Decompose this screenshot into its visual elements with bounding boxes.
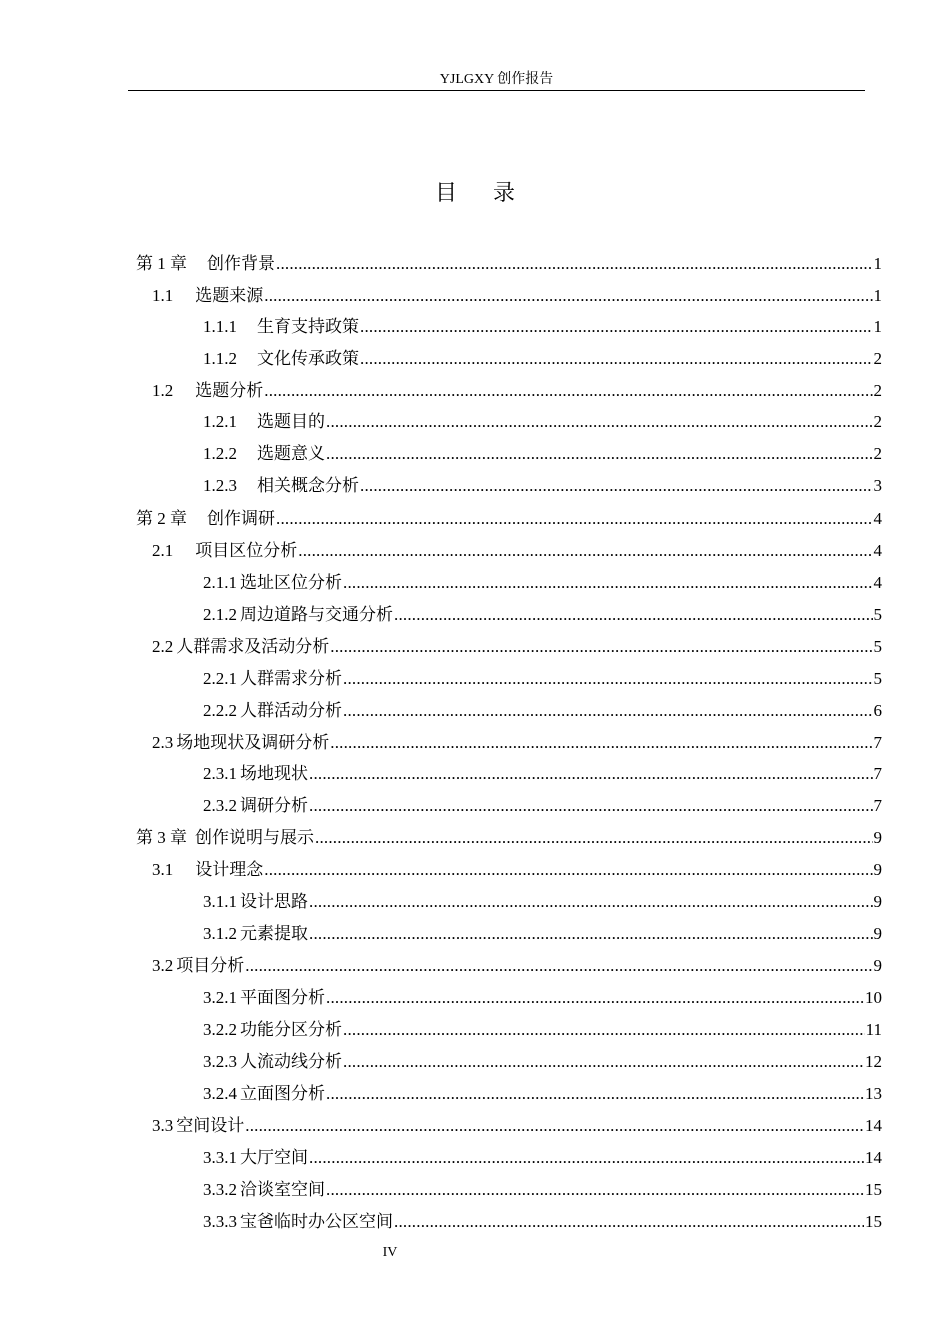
toc-leader-dots — [276, 508, 873, 530]
toc-leader-dots — [343, 700, 873, 722]
toc-entry-title: 项目区位分析 — [195, 541, 298, 560]
toc-entry-title: 选题来源 — [195, 286, 264, 305]
toc-entry-title: 选题目的 — [257, 412, 325, 431]
toc-entry[interactable] — [203, 913, 882, 945]
toc-leader-dots — [343, 1051, 864, 1073]
toc-entry-number: 3.3 — [152, 1116, 174, 1135]
toc-entry[interactable] — [152, 370, 882, 402]
toc-entry-page: 1 — [873, 286, 882, 305]
page-number: IV — [382, 1245, 398, 1260]
toc-entry-title: 场地现状及调研分析 — [176, 733, 330, 752]
toc-title: 目录 — [434, 181, 551, 206]
toc-entry-page: 9 — [873, 860, 882, 879]
toc-leader-dots — [264, 859, 872, 881]
toc-entry[interactable] — [203, 1073, 882, 1105]
toc-entry[interactable] — [152, 722, 882, 754]
toc-entry-number: 1.2.2 — [203, 444, 237, 463]
toc-entry-number: 2.3.2 — [203, 796, 237, 815]
toc-entry[interactable] — [152, 530, 882, 562]
toc-entry-number: 1.1.1 — [203, 317, 237, 336]
toc-entry[interactable] — [203, 1201, 882, 1233]
toc-entry-title: 周边道路与交通分析 — [240, 605, 393, 624]
toc-leader-dots — [326, 411, 873, 433]
toc-entry-title: 人群需求及活动分析 — [176, 637, 330, 656]
toc-entry[interactable] — [152, 275, 882, 307]
toc-entry-page: 9 — [873, 892, 882, 911]
toc-entry[interactable] — [152, 1105, 882, 1137]
toc-entry-title: 创作背景 — [207, 254, 275, 273]
toc-entry-number: 3.3.3 — [203, 1212, 237, 1231]
toc-entry-title: 设计思路 — [240, 892, 308, 911]
toc-leader-dots — [326, 1083, 864, 1105]
toc-entry-title: 相关概念分析 — [257, 476, 359, 495]
toc-entry[interactable] — [203, 401, 882, 433]
toc-leader-dots — [394, 1211, 864, 1233]
toc-entry[interactable] — [203, 977, 882, 1009]
toc-entry-number: 2.2 — [152, 637, 174, 656]
toc-leader-dots — [298, 540, 872, 562]
toc-entry-page: 9 — [873, 828, 882, 847]
toc-entry[interactable] — [136, 243, 882, 275]
toc-entry[interactable] — [203, 690, 882, 722]
toc-entry-number: 3.1.2 — [203, 924, 237, 943]
toc-entry[interactable] — [203, 562, 882, 594]
toc-entry-page: 7 — [873, 796, 882, 815]
toc-entry[interactable] — [203, 594, 882, 626]
toc-entry-page: 5 — [873, 605, 882, 624]
toc-leader-dots — [360, 475, 873, 497]
toc-entry[interactable] — [203, 785, 882, 817]
toc-entry-title: 大厅空间 — [240, 1148, 308, 1167]
toc-entry-title: 场地现状 — [240, 764, 308, 783]
toc-entry-page: 2 — [873, 412, 882, 431]
toc-entry-title: 生育支持政策 — [257, 317, 359, 336]
toc-entry-title: 宝爸临时办公区空间 — [240, 1212, 393, 1231]
toc-entry-number: 第 2 章 — [136, 509, 187, 528]
toc-entry-number: 2.1.1 — [203, 573, 237, 592]
toc-entry[interactable] — [203, 1009, 882, 1041]
toc-entry-page: 7 — [873, 733, 882, 752]
page-header: YJLGXY 创作报告 — [439, 72, 554, 87]
toc-leader-dots — [360, 316, 873, 338]
toc-entry[interactable] — [203, 465, 882, 497]
toc-entry-page: 2 — [873, 349, 882, 368]
toc-entry-title: 选题意义 — [257, 444, 325, 463]
toc-leader-dots — [315, 827, 873, 849]
toc-leader-dots — [330, 636, 872, 658]
toc-entry-title: 选址区位分析 — [240, 573, 342, 592]
toc-leader-dots — [309, 763, 873, 785]
toc-entry[interactable] — [203, 433, 882, 465]
toc-leader-dots — [330, 732, 872, 754]
toc-entry-page: 6 — [873, 701, 882, 720]
toc-leader-dots — [264, 285, 872, 307]
toc-entry-number: 2.1 — [152, 541, 174, 560]
toc-entry-title: 文化传承政策 — [257, 349, 359, 368]
toc-entry-title: 立面图分析 — [240, 1084, 325, 1103]
toc-entry-number: 2.1.2 — [203, 605, 237, 624]
toc-entry-page: 5 — [873, 637, 882, 656]
toc-entry[interactable] — [203, 306, 882, 338]
toc-entry[interactable] — [136, 817, 882, 849]
toc-entry-page: 10 — [865, 988, 882, 1007]
toc-leader-dots — [360, 348, 873, 370]
toc-entry-title: 调研分析 — [240, 796, 308, 815]
toc-leader-dots — [245, 1115, 864, 1137]
toc-entry-title: 人群需求分析 — [240, 669, 342, 688]
toc-entry[interactable] — [152, 849, 882, 881]
toc-entry-page: 5 — [873, 669, 882, 688]
toc-entry-number: 3.1 — [152, 860, 174, 879]
toc-entry[interactable] — [203, 658, 882, 690]
toc-entry-title: 元素提取 — [240, 924, 308, 943]
toc-leader-dots — [245, 955, 872, 977]
toc-entry[interactable] — [152, 626, 882, 658]
toc-entry-title: 项目分析 — [176, 956, 245, 975]
toc-leader-dots — [343, 572, 873, 594]
toc-entry-number: 3.2.1 — [203, 988, 237, 1007]
toc-entry[interactable] — [203, 1169, 882, 1201]
toc-leader-dots — [343, 668, 873, 690]
toc-entry-title: 设计理念 — [195, 860, 264, 879]
toc-entry-number: 1.1 — [152, 286, 174, 305]
toc-entry-number: 3.3.1 — [203, 1148, 237, 1167]
header-divider — [128, 90, 865, 91]
toc-entry-page: 14 — [865, 1148, 882, 1167]
toc-entry-page: 15 — [865, 1212, 882, 1231]
toc-entry-number: 3.2.4 — [203, 1084, 237, 1103]
toc-entry-number: 3.1.1 — [203, 892, 237, 911]
toc-entry-number: 3.2 — [152, 956, 174, 975]
toc-entry-page: 13 — [865, 1084, 882, 1103]
toc-entry[interactable] — [152, 945, 882, 977]
toc-entry[interactable] — [136, 498, 882, 530]
toc-entry-page: 9 — [873, 956, 882, 975]
toc-leader-dots — [326, 443, 873, 465]
toc-entry-number: 2.3 — [152, 733, 174, 752]
toc-entry-title: 洽谈室空间 — [240, 1180, 325, 1199]
toc-entry-page: 9 — [873, 924, 882, 943]
toc-entry-page: 4 — [873, 509, 882, 528]
toc-leader-dots — [309, 1147, 864, 1169]
toc-entry-number: 2.2.1 — [203, 669, 237, 688]
toc-entry-title: 平面图分析 — [240, 988, 325, 1007]
toc-entry-page: 4 — [873, 573, 882, 592]
toc-entry-title: 人群活动分析 — [240, 701, 342, 720]
toc-entry-number: 1.2 — [152, 381, 174, 400]
toc-entry-title: 空间设计 — [176, 1116, 245, 1135]
toc-entry-number: 1.1.2 — [203, 349, 237, 368]
toc-entry-number: 2.2.2 — [203, 701, 237, 720]
toc-entry-page: 15 — [865, 1180, 882, 1199]
toc-entry[interactable] — [203, 338, 882, 370]
toc-leader-dots — [309, 891, 873, 913]
toc-entry-title: 功能分区分析 — [240, 1020, 342, 1039]
toc-entry[interactable] — [203, 1041, 882, 1073]
toc-entry[interactable] — [203, 1137, 882, 1169]
toc-entry-page: 11 — [865, 1020, 882, 1039]
toc-entry-page: 3 — [873, 476, 882, 495]
toc-leader-dots — [343, 1019, 865, 1041]
toc-entry-page: 12 — [865, 1052, 882, 1071]
toc-entry-number: 2.3.1 — [203, 764, 237, 783]
toc-entry-page: 2 — [873, 444, 882, 463]
toc-entry-number: 第 1 章 — [136, 254, 187, 273]
toc-entry-number: 3.2.3 — [203, 1052, 237, 1071]
toc-leader-dots — [264, 380, 872, 402]
toc-entry-number: 第 3 章 — [136, 828, 187, 847]
toc-entry-title: 创作说明与展示 — [195, 828, 314, 847]
toc-entry-number: 3.2.2 — [203, 1020, 237, 1039]
toc-entry-page: 2 — [873, 381, 882, 400]
toc-entry[interactable] — [203, 881, 882, 913]
toc-entry-number: 1.2.1 — [203, 412, 237, 431]
toc-leader-dots — [326, 987, 864, 1009]
toc-entry[interactable] — [203, 753, 882, 785]
toc-leader-dots — [326, 1179, 864, 1201]
toc-entry-title: 选题分析 — [195, 381, 264, 400]
toc-entry-number: 3.3.2 — [203, 1180, 237, 1199]
toc-leader-dots — [309, 923, 873, 945]
toc-entry-title: 人流动线分析 — [240, 1052, 342, 1071]
toc-leader-dots — [394, 604, 873, 626]
toc-entry-page: 4 — [873, 541, 882, 560]
toc-entry-page: 1 — [873, 254, 882, 273]
toc-entry-page: 1 — [873, 317, 882, 336]
toc-leader-dots — [309, 795, 873, 817]
toc-entry-title: 创作调研 — [207, 509, 275, 528]
toc-leader-dots — [276, 253, 873, 275]
toc-entry-number: 1.2.3 — [203, 476, 237, 495]
toc-entry-page: 14 — [865, 1116, 882, 1135]
toc-entry-page: 7 — [873, 764, 882, 783]
